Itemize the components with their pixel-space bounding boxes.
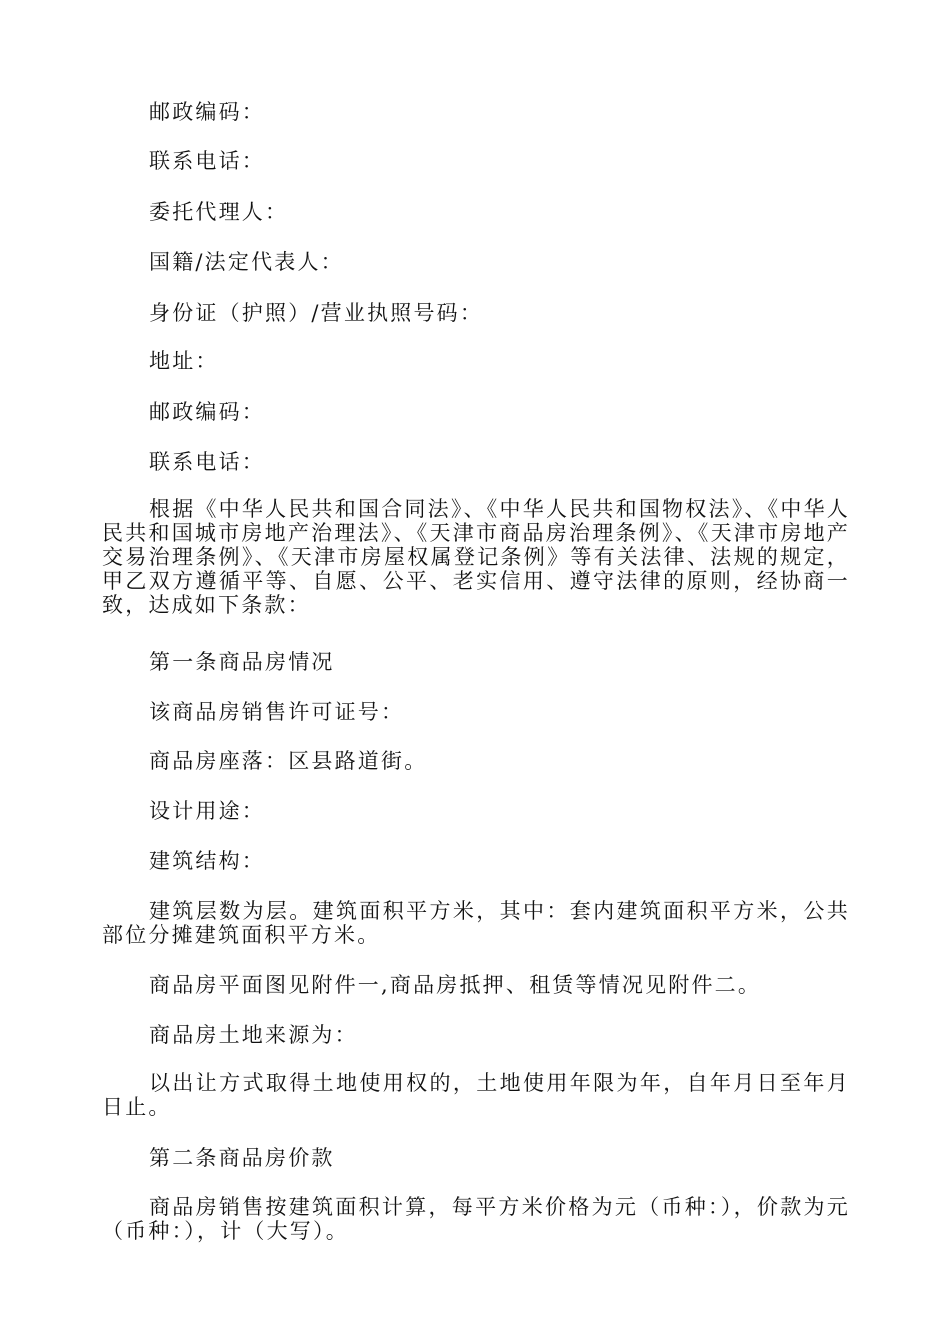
structure-line: 建筑结构： bbox=[149, 849, 265, 873]
sales-permit-line: 该商品房销售许可证号： bbox=[149, 700, 405, 724]
article-1-heading: 第一条商品房情况 bbox=[149, 650, 335, 674]
land-source-line: 商品房土地来源为： bbox=[149, 1023, 358, 1047]
floors-area-paragraph: 建筑层数为层。建筑面积平方米，其中：套内建筑面积平方米，公共部位分摊建筑面积平方米。 bbox=[102, 899, 850, 947]
phone-line-2: 联系电话： bbox=[149, 450, 265, 474]
agent-line: 委托代理人： bbox=[149, 200, 289, 224]
id-license-line: 身份证（护照）/营业执照号码： bbox=[149, 301, 484, 325]
phone-line-1: 联系电话： bbox=[149, 149, 265, 173]
postal-code-line-2: 邮政编码： bbox=[149, 400, 265, 424]
article-2-heading: 第二条商品房价款 bbox=[149, 1146, 335, 1170]
price-paragraph: 商品房销售按建筑面积计算，每平方米价格为元（币种：），价款为元（币种：），计（大写）。 bbox=[102, 1195, 850, 1243]
address-line: 地址： bbox=[149, 349, 219, 373]
location-line: 商品房座落：区县路道街。 bbox=[149, 749, 428, 773]
land-use-term-paragraph: 以出让方式取得土地使用权的，土地使用年限为年，自年月日至年月日止。 bbox=[102, 1071, 850, 1119]
nationality-representative-line: 国籍/法定代表人： bbox=[149, 250, 344, 274]
design-purpose-line: 设计用途： bbox=[149, 799, 265, 823]
legal-basis-paragraph: 根据《中华人民共和国合同法》、《中华人民共和国物权法》、《中华人民共和国城市房地产治理法》、《天津市商品房治理条例》、《天津市房地产交易治理条例》、《天津市房屋权属登记条例》等有关法律、法规的规定，甲乙双方遵循平等、自愿、公平、老实信用、遵守法律的原则，经协商一致，达成如下条款： bbox=[102, 497, 850, 617]
attachments-line: 商品房平面图见附件一,商品房抵押、租赁等情况见附件二。 bbox=[149, 973, 762, 997]
postal-code-line-1: 邮政编码： bbox=[149, 100, 265, 124]
